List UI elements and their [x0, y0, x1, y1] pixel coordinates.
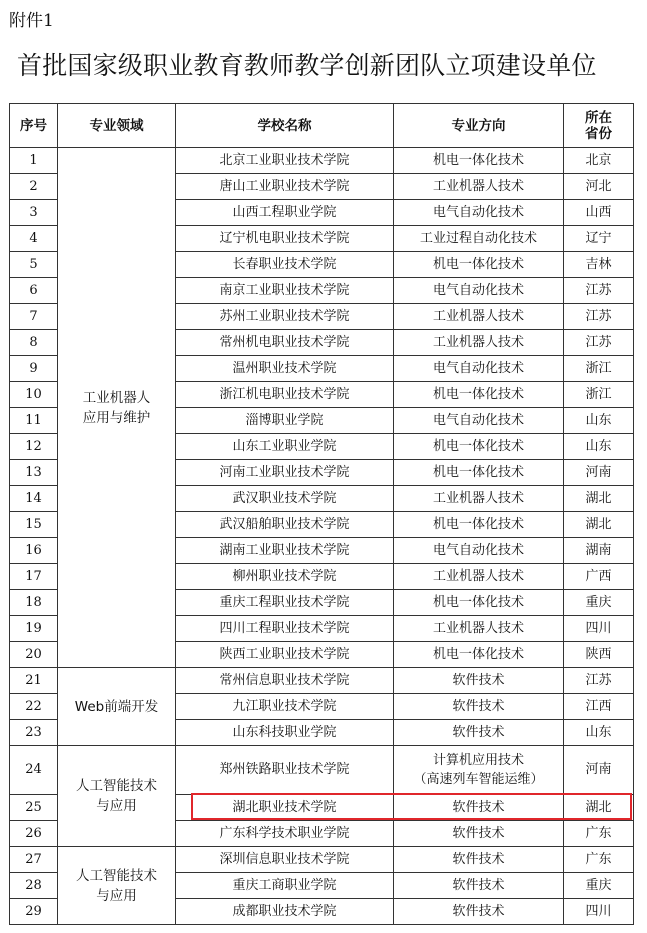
school-cell: 重庆工程职业技术学院	[176, 590, 394, 616]
field-cell: 工业机器人 应用与维护	[58, 148, 176, 668]
unit-table	[9, 103, 634, 925]
table-header-row	[10, 104, 634, 148]
province-cell: 陕西	[564, 642, 634, 668]
direction-cell: 软件技术	[394, 694, 564, 720]
school-cell: 广东科学技术职业学院	[176, 821, 394, 847]
direction-cell: 电气自动化技术	[394, 538, 564, 564]
row-index: 22	[10, 694, 58, 720]
school-cell: 深圳信息职业技术学院	[176, 847, 394, 873]
province-cell: 河南	[564, 746, 634, 795]
direction-cell: 机电一体化技术	[394, 148, 564, 174]
school-cell: 浙江机电职业技术学院	[176, 382, 394, 408]
table-body	[10, 148, 634, 925]
row-index: 11	[10, 408, 58, 434]
school-cell: 湖北职业技术学院	[176, 795, 394, 821]
school-cell: 九江职业技术学院	[176, 694, 394, 720]
province-cell: 山东	[564, 720, 634, 746]
direction-cell: 工业机器人技术	[394, 564, 564, 590]
direction-cell: 机电一体化技术	[394, 252, 564, 278]
row-index: 23	[10, 720, 58, 746]
row-index: 3	[10, 200, 58, 226]
table-row	[10, 668, 634, 694]
school-cell: 南京工业职业技术学院	[176, 278, 394, 304]
direction-cell: 电气自动化技术	[394, 200, 564, 226]
header-field: 专业领域	[58, 104, 176, 148]
province-cell: 湖北	[564, 795, 634, 821]
province-cell: 浙江	[564, 382, 634, 408]
province-cell: 江苏	[564, 278, 634, 304]
school-cell: 北京工业职业技术学院	[176, 148, 394, 174]
direction-cell: 软件技术	[394, 795, 564, 821]
direction-cell: 软件技术	[394, 668, 564, 694]
field-cell: Web前端开发	[58, 668, 176, 746]
province-cell: 湖北	[564, 512, 634, 538]
province-cell: 江苏	[564, 668, 634, 694]
direction-cell: 机电一体化技术	[394, 460, 564, 486]
province-cell: 四川	[564, 899, 634, 925]
province-cell: 广西	[564, 564, 634, 590]
school-cell: 长春职业技术学院	[176, 252, 394, 278]
row-index: 10	[10, 382, 58, 408]
school-cell: 山西工程职业学院	[176, 200, 394, 226]
school-cell: 成都职业技术学院	[176, 899, 394, 925]
direction-cell: 软件技术	[394, 873, 564, 899]
direction-cell: 工业机器人技术	[394, 486, 564, 512]
school-cell: 重庆工商职业学院	[176, 873, 394, 899]
province-cell: 山西	[564, 200, 634, 226]
direction-cell: 机电一体化技术	[394, 642, 564, 668]
school-cell: 河南工业职业技术学院	[176, 460, 394, 486]
province-cell: 湖南	[564, 538, 634, 564]
row-index: 16	[10, 538, 58, 564]
direction-cell: 工业机器人技术	[394, 616, 564, 642]
row-index: 17	[10, 564, 58, 590]
school-cell: 苏州工业职业技术学院	[176, 304, 394, 330]
province-cell: 广东	[564, 847, 634, 873]
province-cell: 北京	[564, 148, 634, 174]
direction-cell: 机电一体化技术	[394, 512, 564, 538]
row-index: 19	[10, 616, 58, 642]
direction-cell: 软件技术	[394, 847, 564, 873]
school-cell: 常州机电职业技术学院	[176, 330, 394, 356]
header-index: 序号	[10, 104, 58, 148]
province-cell: 浙江	[564, 356, 634, 382]
school-cell: 常州信息职业技术学院	[176, 668, 394, 694]
province-cell: 河北	[564, 174, 634, 200]
school-cell: 淄博职业学院	[176, 408, 394, 434]
field-cell: 人工智能技术 与应用	[58, 847, 176, 925]
row-index: 6	[10, 278, 58, 304]
row-index: 15	[10, 512, 58, 538]
direction-cell: 机电一体化技术	[394, 382, 564, 408]
row-index: 20	[10, 642, 58, 668]
row-index: 8	[10, 330, 58, 356]
school-cell: 温州职业技术学院	[176, 356, 394, 382]
direction-cell: 工业机器人技术	[394, 304, 564, 330]
row-index: 14	[10, 486, 58, 512]
province-cell: 重庆	[564, 873, 634, 899]
row-index: 18	[10, 590, 58, 616]
direction-cell: 工业机器人技术	[394, 174, 564, 200]
school-cell: 郑州铁路职业技术学院	[176, 746, 394, 795]
province-cell: 山东	[564, 434, 634, 460]
row-index: 27	[10, 847, 58, 873]
school-cell: 武汉职业技术学院	[176, 486, 394, 512]
header-direction: 专业方向	[394, 104, 564, 148]
row-index: 9	[10, 356, 58, 382]
direction-cell: 机电一体化技术	[394, 434, 564, 460]
table-row	[10, 148, 634, 174]
direction-cell: 电气自动化技术	[394, 356, 564, 382]
province-cell: 江苏	[564, 330, 634, 356]
table-row	[10, 746, 634, 795]
school-cell: 山东科技职业学院	[176, 720, 394, 746]
school-cell: 陕西工业职业技术学院	[176, 642, 394, 668]
table-row	[10, 847, 634, 873]
direction-cell: 工业机器人技术	[394, 330, 564, 356]
province-cell: 江苏	[564, 304, 634, 330]
row-index: 28	[10, 873, 58, 899]
direction-cell: 软件技术	[394, 821, 564, 847]
school-cell: 柳州职业技术学院	[176, 564, 394, 590]
row-index: 26	[10, 821, 58, 847]
school-cell: 四川工程职业技术学院	[176, 616, 394, 642]
province-cell: 山东	[564, 408, 634, 434]
province-cell: 江西	[564, 694, 634, 720]
school-cell: 武汉船舶职业技术学院	[176, 512, 394, 538]
direction-cell: 计算机应用技术 （高速列车智能运维）	[394, 746, 564, 795]
row-index: 12	[10, 434, 58, 460]
province-cell: 河南	[564, 460, 634, 486]
direction-cell: 电气自动化技术	[394, 278, 564, 304]
school-cell: 辽宁机电职业技术学院	[176, 226, 394, 252]
row-index: 5	[10, 252, 58, 278]
province-cell: 辽宁	[564, 226, 634, 252]
row-index: 25	[10, 795, 58, 821]
direction-cell: 软件技术	[394, 899, 564, 925]
direction-cell: 工业过程自动化技术	[394, 226, 564, 252]
annex-label: 附件1	[9, 11, 54, 31]
province-cell: 四川	[564, 616, 634, 642]
school-cell: 山东工业职业学院	[176, 434, 394, 460]
field-cell: 人工智能技术 与应用	[58, 746, 176, 847]
row-index: 13	[10, 460, 58, 486]
row-index: 29	[10, 899, 58, 925]
direction-cell: 软件技术	[394, 720, 564, 746]
province-cell: 湖北	[564, 486, 634, 512]
row-index: 4	[10, 226, 58, 252]
header-school: 学校名称	[176, 104, 394, 148]
direction-cell: 机电一体化技术	[394, 590, 564, 616]
province-cell: 吉林	[564, 252, 634, 278]
row-index: 2	[10, 174, 58, 200]
direction-cell: 电气自动化技术	[394, 408, 564, 434]
school-cell: 唐山工业职业技术学院	[176, 174, 394, 200]
page-title: 首批国家级职业教育教师教学创新团队立项建设单位	[17, 51, 597, 80]
province-cell: 广东	[564, 821, 634, 847]
row-index: 1	[10, 148, 58, 174]
province-cell: 重庆	[564, 590, 634, 616]
row-index: 21	[10, 668, 58, 694]
header-province: 所在 省份	[564, 104, 634, 148]
row-index: 7	[10, 304, 58, 330]
school-cell: 湖南工业职业技术学院	[176, 538, 394, 564]
row-index: 24	[10, 746, 58, 795]
